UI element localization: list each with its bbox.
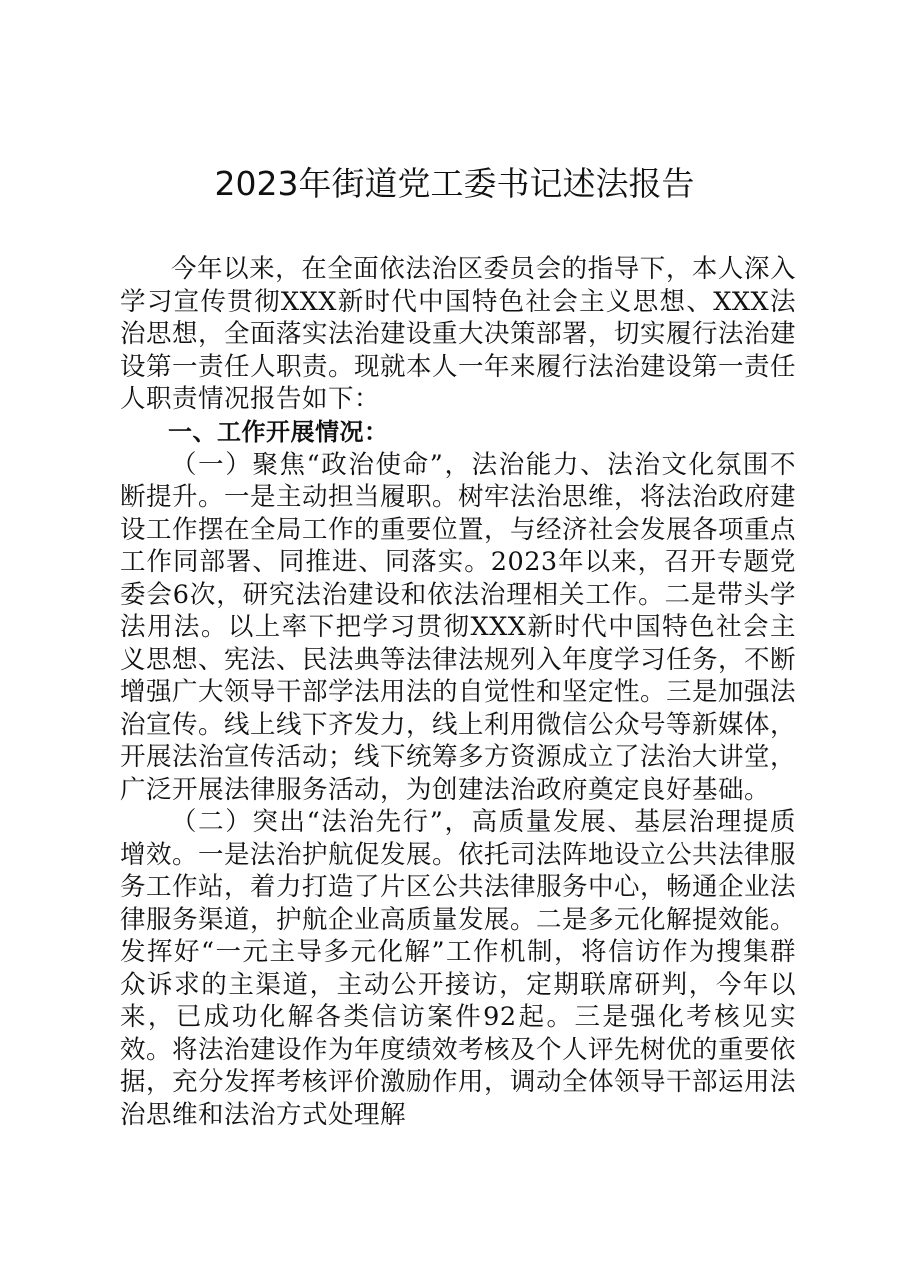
document-title: 2023年街道党工委书记述法报告	[214, 164, 695, 203]
paragraph-2: （二）突出“法治先行”，高质量发展、基层治理提质增效。一是法治护航促发展。依托司法阵地设立公共法律服务工作站，着力打造了片区公共法律服务中心，畅通企业法律服务渠道，护航企业高质量发展。二是多元化解提效能。发挥好“一元主导多元化解”工作机制，将信访作为搜集群众诉求的主渠道，主动公开接访，定期联席研判，今年以来，已成功化解各类信访案件92起。三是强化考核见实效。将法治建设作为年度绩效考核及个人评先树优的重要依据，充分发挥考核评价激励作用，调动全体领导干部运用法治思维和法治方式处理解	[120, 807, 797, 1130]
section-heading: 一、工作开展情况：	[168, 417, 389, 446]
paragraph-1: （一）聚焦“政治使命”，法治能力、法治文化氛围不断提升。一是主动担当履职。树牢法治思维，将法治政府建设工作摆在全局工作的重要位置，与经济社会发展各项重点工作同部署、同推进、同落实。2023年以来，召开专题党委会6次，研究法治建设和依法治理相关工作。二是带头学法用法。以上率下把学习贯彻XXX新时代中国特色社会主义思想、宪法、民法典等法律法规列入年度学习任务，不断增强广大领导干部学法用法的自觉性和坚定性。三是加强法治宣传。线上线下齐发力，线上利用微信公众号等新媒体，开展法治宣传活动；线下统筹多方资源成立了法治大讲堂，广泛开展法律服务活动，为创建法治政府奠定良好基础。	[120, 449, 797, 805]
document-body	[120, 253, 796, 1131]
intro-paragraph: 今年以来，在全面依法治区委员会的指导下，本人深入学习宣传贯彻XXX新时代中国特色社会主义思想、XXX法治思想，全面落实法治建设重大决策部署，切实履行法治建设第一责任人职责。现就本人一年来履行法治建设第一责任人职责情况报告如下：	[120, 254, 797, 414]
